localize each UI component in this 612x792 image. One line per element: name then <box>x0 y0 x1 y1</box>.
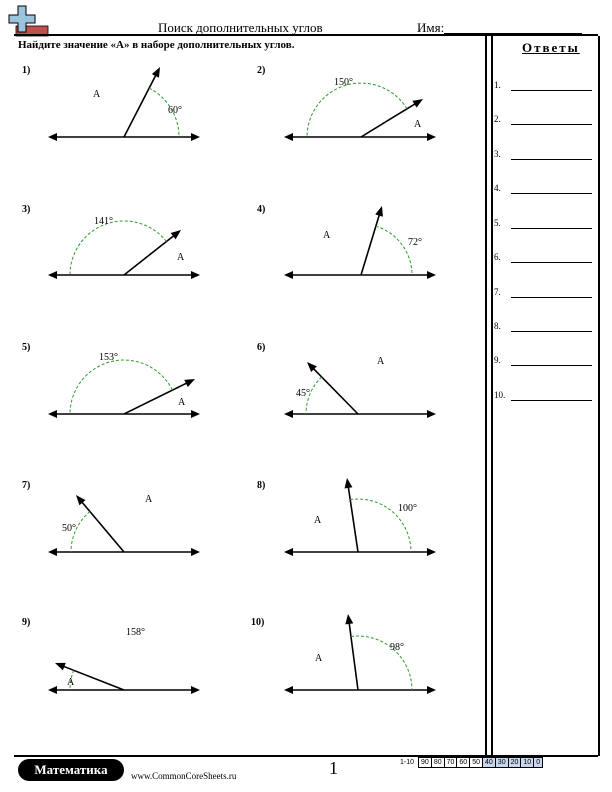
angle-ray <box>311 366 358 414</box>
problem-number: 10) <box>251 617 265 628</box>
given-angle-label: 141° <box>94 216 113 227</box>
given-angle-arc <box>307 83 407 137</box>
angle-ray <box>124 72 157 137</box>
worksheet-title: Поиск дополнительных углов <box>158 20 323 35</box>
problem-number: 6) <box>257 342 266 353</box>
given-angle-arc <box>70 360 172 414</box>
problem-number: 3) <box>22 204 31 215</box>
score-cell: 40 <box>483 758 496 768</box>
given-angle-label: 150° <box>334 77 353 88</box>
score-cell: 90 <box>419 758 432 768</box>
answer-number: 1. <box>494 80 501 90</box>
baseline-left-arrowhead <box>284 271 293 279</box>
answer-number: 3. <box>494 149 501 159</box>
score-cell: 50 <box>470 758 483 768</box>
score-cell: 70 <box>444 758 457 768</box>
angle-ray <box>348 484 358 552</box>
given-angle-label: 50° <box>62 523 76 534</box>
given-angle-label: 45° <box>296 388 310 399</box>
unknown-angle-label: A <box>414 119 422 130</box>
score-cell: 30 <box>495 758 508 768</box>
baseline-left-arrowhead <box>284 686 293 694</box>
baseline-right-arrowhead <box>427 271 436 279</box>
baseline-right-arrowhead <box>191 686 200 694</box>
angle-ray <box>361 102 418 137</box>
score-range: 1-10 <box>400 759 415 766</box>
baseline-left-arrowhead <box>284 133 293 141</box>
score-table <box>398 757 543 768</box>
problem-number: 2) <box>257 65 266 76</box>
baseline-right-arrowhead <box>191 271 200 279</box>
baseline-right-arrowhead <box>191 410 200 418</box>
given-angle-label: 153° <box>99 352 118 363</box>
ray-arrowhead <box>55 663 66 670</box>
unknown-angle-label: A <box>323 230 331 241</box>
baseline-right-arrowhead <box>427 686 436 694</box>
score-cell: 10 <box>521 758 534 768</box>
answer-number: 4. <box>494 183 501 193</box>
ray-arrowhead <box>375 206 383 217</box>
score-cell: 20 <box>508 758 521 768</box>
baseline-right-arrowhead <box>427 133 436 141</box>
answer-number: 5. <box>494 218 501 228</box>
unknown-angle-label: A <box>177 252 185 263</box>
answer-number: 2. <box>494 114 501 124</box>
ray-arrowhead <box>152 67 160 78</box>
ray-arrowhead <box>184 379 195 387</box>
baseline-left-arrowhead <box>48 410 57 418</box>
given-angle-label: 60° <box>168 105 182 116</box>
given-angle-label: 98° <box>390 642 404 653</box>
answer-number: 10. <box>494 390 506 400</box>
ray-arrowhead <box>412 99 423 108</box>
baseline-left-arrowhead <box>48 271 57 279</box>
answer-number: 9. <box>494 355 501 365</box>
baseline-left-arrowhead <box>284 410 293 418</box>
unknown-angle-label: A <box>377 356 385 367</box>
given-angle-label: 158° <box>126 627 145 638</box>
given-angle-label: 100° <box>398 503 417 514</box>
given-angle-arc <box>70 221 166 275</box>
given-angle-label: 72° <box>408 237 422 248</box>
name-label: Имя: <box>417 20 445 35</box>
score-cell: 80 <box>431 758 444 768</box>
problem-number: 8) <box>257 480 266 491</box>
unknown-angle-label: A <box>314 515 322 526</box>
answer-number: 8. <box>494 321 501 331</box>
angle-ray <box>80 500 124 552</box>
problem-number: 5) <box>22 342 31 353</box>
answer-number: 6. <box>494 252 501 262</box>
brand-badge: Математика <box>18 759 124 781</box>
problem-number: 7) <box>22 480 31 491</box>
baseline-right-arrowhead <box>427 410 436 418</box>
instructions: Найдите значение «A» в наборе дополнительных углов. <box>18 39 295 51</box>
site-url[interactable]: www.CommonCoreSheets.ru <box>131 771 237 781</box>
ray-arrowhead <box>345 614 353 624</box>
score-cell: 0 <box>534 758 543 768</box>
problem-number: 1) <box>22 65 31 76</box>
baseline-left-arrowhead <box>48 133 57 141</box>
baseline-right-arrowhead <box>191 548 200 556</box>
unknown-angle-label: A <box>178 397 186 408</box>
angle-ray <box>349 620 358 690</box>
baseline-left-arrowhead <box>284 548 293 556</box>
angle-ray <box>124 234 176 275</box>
baseline-right-arrowhead <box>191 133 200 141</box>
unknown-angle-label: A <box>67 677 75 688</box>
unknown-angle-label: A <box>315 653 323 664</box>
unknown-angle-label: A <box>145 494 153 505</box>
baseline-left-arrowhead <box>48 548 57 556</box>
answers-title: Ответы <box>522 40 580 55</box>
baseline-right-arrowhead <box>427 548 436 556</box>
given-angle-arc <box>376 226 412 275</box>
unknown-angle-label: A <box>93 89 101 100</box>
problem-number: 4) <box>257 204 266 215</box>
problem-number: 9) <box>22 617 31 628</box>
page-number: 1 <box>329 758 338 778</box>
angle-ray <box>361 212 380 275</box>
answer-number: 7. <box>494 287 501 297</box>
baseline-left-arrowhead <box>48 686 57 694</box>
ray-arrowhead <box>345 478 353 488</box>
score-cell: 60 <box>457 758 470 768</box>
